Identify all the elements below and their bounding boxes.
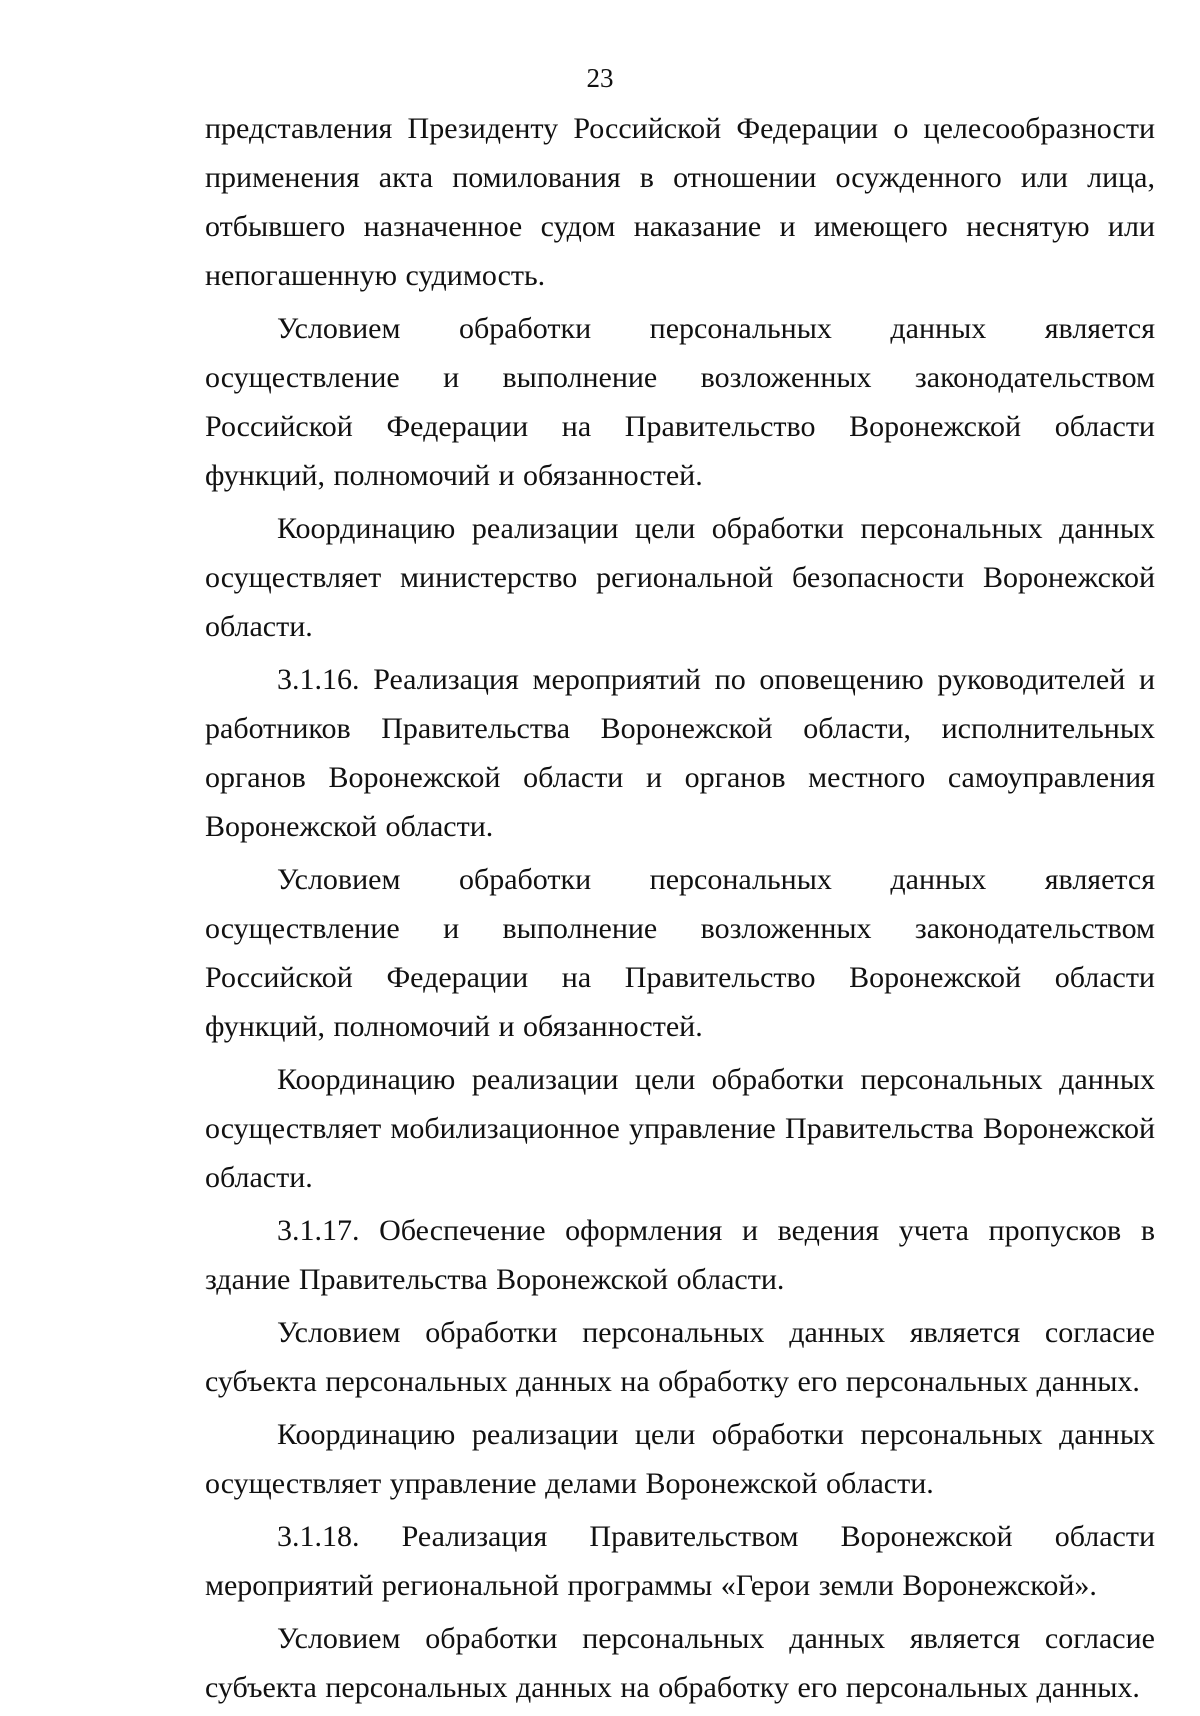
- paragraph-condition: Условием обработки персональных данных является осуществление и выполнение возложенных законодательством Российской Федерации на Правительство Воронежской области функций, полномочий и обязанностей.: [205, 312, 1155, 492]
- document-body: [205, 104, 1155, 1716]
- paragraph-continued: представления Президенту Российской Федерации о целесообразности применения акта помилования в отношении осужденного или лица, отбывшего назначенное судом наказание и имеющего неснятую или непогашенную судимость.: [205, 112, 1155, 292]
- paragraph-condition: Условием обработки персональных данных является осуществление и выполнение возложенных законодательством Российской Федерации на Правительство Воронежской области функций, полномочий и обязанностей.: [205, 863, 1155, 1043]
- paragraph-coordination: Координацию реализации цели обработки персональных данных осуществляет управление делами Воронежской области.: [205, 1418, 1155, 1500]
- paragraph-coordination: Координацию реализации цели обработки персональных данных осуществляет министерство региональной безопасности Воронежской области.: [205, 512, 1155, 643]
- section-3-1-17: 3.1.17. Обеспечение оформления и ведения учета пропусков в здание Правительства Воронежской области.: [205, 1214, 1155, 1296]
- section-3-1-16: 3.1.16. Реализация мероприятий по оповещению руководителей и работников Правительства Воронежской области, исполнительных органов Воронежской области и органов местного самоуправления Воронежской области.: [205, 663, 1155, 843]
- section-3-1-18: 3.1.18. Реализация Правительством Воронежской области мероприятий региональной программы «Герои земли Воронежской».: [205, 1520, 1155, 1602]
- paragraph-coordination: Координацию реализации цели обработки персональных данных осуществляет мобилизационное управление Правительства Воронежской области.: [205, 1063, 1155, 1194]
- page-number: 23: [586, 63, 614, 93]
- paragraph-condition: Условием обработки персональных данных является согласие субъекта персональных данных на обработку его персональных данных.: [205, 1622, 1155, 1704]
- paragraph-condition: Условием обработки персональных данных является согласие субъекта персональных данных на обработку его персональных данных.: [205, 1316, 1155, 1398]
